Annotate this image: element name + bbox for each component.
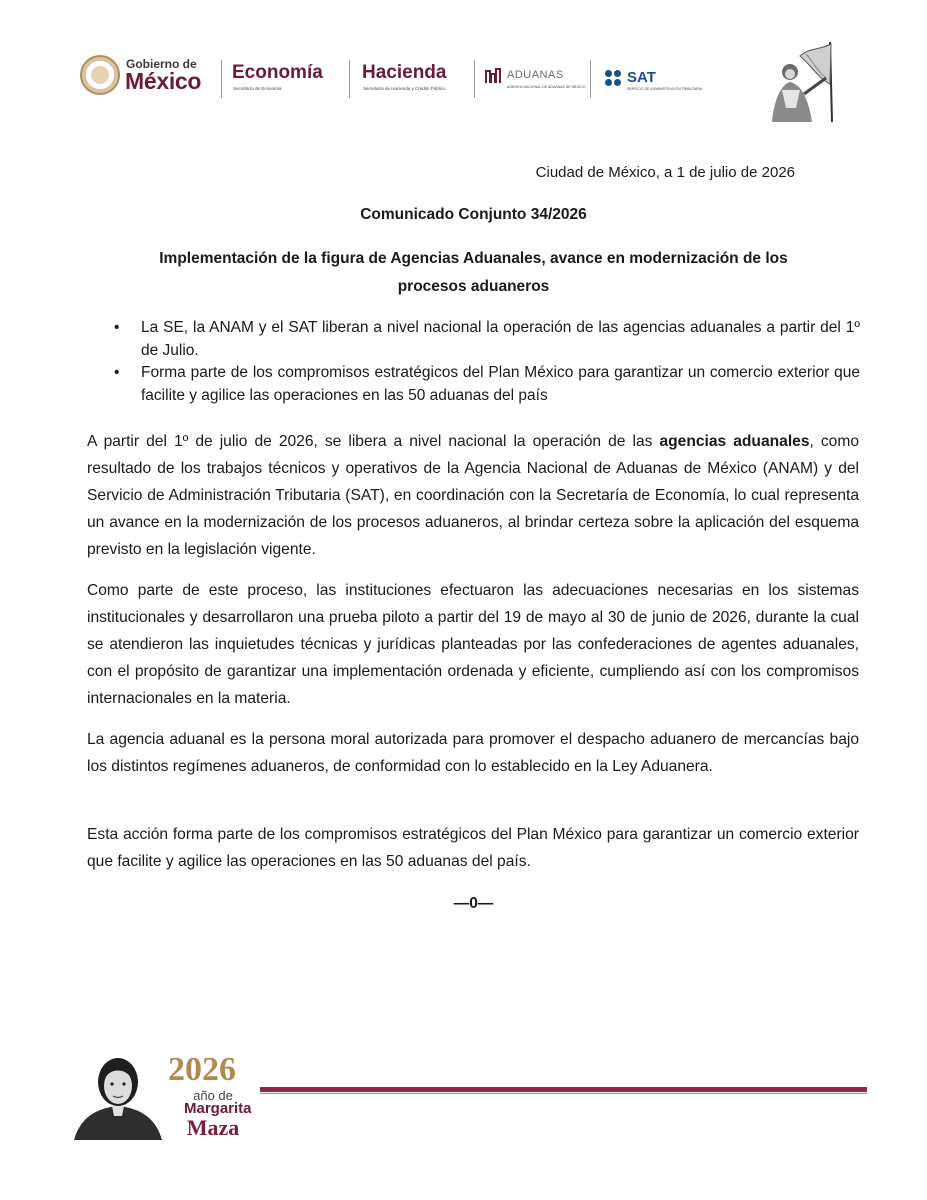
economia-name: Economía bbox=[232, 62, 323, 83]
document-headline bbox=[80, 245, 867, 301]
paragraph-1 bbox=[87, 428, 859, 563]
list-item bbox=[88, 317, 860, 362]
footer-year: 2026 bbox=[168, 1051, 236, 1088]
aduanas-sub: AGENCIA NACIONAL DE ADUANAS DE MÉXICO bbox=[507, 85, 586, 89]
hacienda-sub: Secretaría de Hacienda y Crédito Público bbox=[363, 86, 446, 91]
logo-divider bbox=[349, 60, 350, 98]
paragraph-1-intro: A partir del 1º de julio de 2026, se libera a nivel nacional la operación de las bbox=[87, 433, 660, 450]
bullet-text: Forma parte de los compromisos estratégicos del Plan México para garantizar un comercio exterior que facilite y agilice las operaciones en las 50 aduanas del país bbox=[141, 364, 860, 404]
footer-ano-de: año de bbox=[193, 1088, 233, 1103]
logo-divider bbox=[474, 60, 475, 98]
paragraph-2: Como parte de este proceso, las instituciones efectuaron las adecuaciones necesarias en los sistemas institucionales y desarrollaron una prueba piloto a partir del 19 de mayo al 30 de junio de 2026, durante la cual se atendieron las inquietudes técnicas y jurídicas planteadas por las confederaciones de agentes aduanales, con el propósito de garantizar una implementación ordenada y eficiente, cumpliendo así con los compromisos internacionales en la materia. bbox=[87, 582, 859, 707]
sat-sub: SERVICIO DE ADMINISTRACIÓN TRIBUTARIA bbox=[627, 87, 703, 91]
gobierno-small-label: Gobierno de bbox=[126, 57, 197, 71]
paragraph-1-bold: agencias aduanales bbox=[659, 433, 810, 450]
hacienda-logo bbox=[362, 62, 472, 98]
bullet-text: La SE, la ANAM y el SAT liberan a nivel nacional la operación de las agencias aduanales a partir del 1º de Julio. bbox=[141, 319, 860, 359]
margarita-maza-portrait-illustration bbox=[72, 1052, 164, 1140]
gobierno-big-label: México bbox=[125, 68, 202, 94]
gobierno-de-mexico-logo bbox=[80, 55, 215, 103]
footer-maza: Maza bbox=[186, 1115, 240, 1140]
paragraph-1-rest: , como resultado de los trabajos técnicos y operativos de la Agencia Nacional de Aduanas de México (ANAM) y del Servicio de Administración Tributaria (SAT), en coordinación con la Secretaría de Economía, lo cual representa un avance en la modernización de los procesos aduaneros, al brindar certeza sobre la aplicación del esquema previsto en la legislación vigente. bbox=[87, 433, 859, 558]
comunicado-number: Comunicado Conjunto 34/2026 bbox=[360, 206, 587, 223]
headline-line-1: Implementación de la figura de Agencias Aduanales, avance en modernización de los bbox=[159, 250, 788, 267]
aduanas-logo bbox=[485, 66, 585, 96]
list-item bbox=[88, 362, 860, 407]
bullet-icon: • bbox=[114, 319, 120, 336]
economia-logo bbox=[232, 62, 342, 98]
anam-emblem-icon bbox=[485, 68, 501, 84]
footer-divider bbox=[260, 1087, 867, 1092]
footer-divider-thin bbox=[260, 1093, 867, 1094]
sat-logo bbox=[605, 68, 705, 94]
headline-line-2: procesos aduaneros bbox=[397, 278, 550, 295]
heroine-flag-illustration bbox=[760, 38, 846, 124]
paragraph-3: La agencia aduanal es la persona moral autorizada para promover el despacho aduanero de mercancías bajo los distintos regímenes aduaneros, de conformidad con lo establecido en la Ley Aduanera. bbox=[87, 731, 859, 775]
logo-divider bbox=[590, 60, 591, 98]
sat-dots-icon bbox=[605, 70, 623, 88]
paragraph-4: Esta acción forma parte de los compromisos estratégicos del Plan México para garantizar un comercio exterior que facilite y agilice las operaciones en las 50 aduanas del país. bbox=[87, 826, 859, 870]
national-seal-icon bbox=[80, 55, 120, 95]
sat-name: SAT bbox=[627, 69, 656, 86]
bullet-icon: • bbox=[114, 364, 120, 381]
logo-divider bbox=[221, 60, 222, 98]
document-date: Ciudad de México, a 1 de julio de 2026 bbox=[535, 164, 795, 181]
highlights-list bbox=[88, 317, 860, 407]
hacienda-name: Hacienda bbox=[362, 62, 447, 83]
footer-margarita: Margarita bbox=[184, 1100, 252, 1117]
end-mark: —0— bbox=[453, 895, 494, 912]
aduanas-name: ADUANAS bbox=[507, 69, 564, 81]
economia-sub: Secretaría de Economía bbox=[233, 86, 282, 91]
